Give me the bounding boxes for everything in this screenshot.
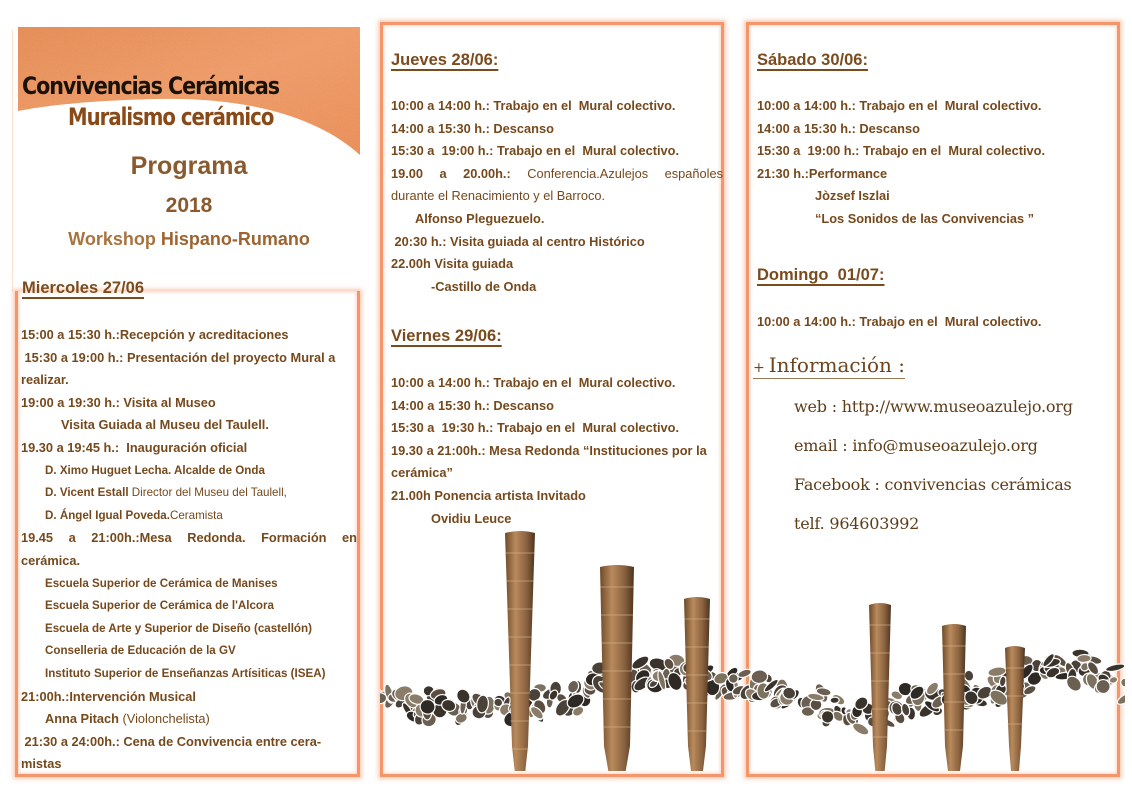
stone-shape <box>1124 661 1125 684</box>
schedule-item-detail: Director del Museu del Taulell, <box>128 486 287 500</box>
schedule-item <box>757 208 1107 231</box>
schedule-friday <box>391 372 723 530</box>
schedule-item <box>757 311 1107 334</box>
schedule-item <box>391 508 723 531</box>
schedule-item <box>757 163 1107 186</box>
schedule-item-text: D. Ximo Huguet Lecha. Alcalde de Onda <box>45 463 265 477</box>
schedule-item-text: 19.30 a 19:45 h.: Inauguración oficial <box>21 439 248 455</box>
schedule-item <box>21 753 357 776</box>
header-banner <box>18 27 360 155</box>
workshop-name: Hispano-Rumano <box>160 229 310 249</box>
schedule-item <box>21 595 357 618</box>
schedule-item <box>391 163 723 186</box>
schedule-item-text: mistas <box>21 756 62 772</box>
schedule-item-text: 10:00 a 14:00 h.: Trabajo en el Mural colectivo. <box>391 98 676 113</box>
schedule-item <box>391 208 723 231</box>
schedule-item-text: 21.00h Ponencia artista Invitado <box>391 487 586 503</box>
schedule-item-text: 10:00 a 14:00 h.: Trabajo en el Mural colectivo. <box>757 98 1042 113</box>
schedule-item-text: Conselleria de Educación de la GV <box>45 644 236 658</box>
schedule-item-text: cerámica” <box>391 465 453 481</box>
schedule-item-text: 15:30 a 19:00 h.: Presentación del proyecto Mural a <box>21 349 336 365</box>
brand-subtitle: Muralismo cerámico <box>68 103 274 131</box>
schedule-item <box>391 253 723 276</box>
workshop-prefix: Workshop <box>68 229 161 249</box>
schedule-item-text: -Castillo de Onda <box>431 278 537 294</box>
schedule-thursday <box>391 95 723 298</box>
stone-shape <box>724 665 740 681</box>
schedule-item <box>391 372 723 395</box>
schedule-item-text: 15:30 a 19:30 h.: Trabajo en el Mural colectivo. <box>391 420 680 436</box>
brand-title: Convivencias Cerámicas <box>22 72 279 100</box>
schedule-item <box>21 640 357 663</box>
schedule-item-text: 20:30 h.: Visita guiada al centro Histórico <box>391 233 645 249</box>
stone-shape <box>1120 678 1125 688</box>
schedule-item <box>391 185 723 208</box>
schedule-item-text: 19.00 a 20.00h.: <box>391 165 511 181</box>
schedule-item-text: Escuela Superior de Cerámica de Manises <box>45 576 278 590</box>
schedule-item <box>391 140 723 163</box>
programa-title: Programa <box>130 152 248 180</box>
plus-icon: + <box>753 360 765 376</box>
schedule-wednesday <box>21 324 357 776</box>
schedule-item-text: Jòzsef Iszlai <box>815 188 890 204</box>
schedule-item-text: 22.00h Visita guiada <box>391 256 514 272</box>
info-heading-text: Información : <box>768 353 906 377</box>
schedule-item <box>757 95 1107 118</box>
schedule-item-text: 14:00 a 15:30 h.: Descanso <box>757 120 920 136</box>
day-heading-friday: Viernes 29/06: <box>391 327 502 345</box>
schedule-item-text: 21:00h.:Intervención Musical <box>21 688 196 704</box>
schedule-item <box>21 347 357 370</box>
stone-shape <box>727 672 740 685</box>
schedule-item <box>21 731 357 754</box>
schedule-item-text: Alfonso Pleguezuelo. <box>415 210 545 226</box>
schedule-item-text: cerámica. <box>21 552 81 568</box>
schedule-item-detail: (Violonchelista) <box>118 711 210 727</box>
schedule-item-text: 19:00 a 19:30 h.: Visita al Museo <box>21 394 216 410</box>
schedule-item <box>21 460 357 483</box>
stone-shape <box>731 678 739 698</box>
schedule-item-text: 19.30 a 21:00h.: Mesa Redonda “Instituciones por la <box>391 442 707 458</box>
schedule-sunday <box>757 311 1107 334</box>
stone-shape <box>722 690 741 701</box>
schedule-item-text: Instituto Superior de Enseñanzas Artísiticas (ISEA) <box>45 666 326 680</box>
schedule-item-text: Visita Guiada al Museu del Taulell. <box>61 417 269 433</box>
schedule-item-text: 19.45 a 21:00h.:Mesa Redonda. Formación en <box>21 530 357 546</box>
schedule-item <box>391 485 723 508</box>
day-heading-saturday: Sábado 30/06: <box>757 51 868 69</box>
schedule-item-text: 14:00 a 15:30 h.: Descanso <box>391 120 554 136</box>
day-heading-thursday: Jueves 28/06: <box>391 51 499 69</box>
schedule-item-text: 15:30 a 19:00 h.: Trabajo en el Mural colectivo. <box>391 143 680 159</box>
schedule-item-text: realizar. <box>21 372 69 388</box>
schedule-item-text: 21:30 a 24:00h.: Cena de Convivencia entre cera- <box>21 733 322 749</box>
programa-workshop <box>18 229 360 250</box>
stone-shape <box>731 680 740 694</box>
schedule-item <box>757 118 1107 141</box>
panel-left-edge-line <box>12 30 13 292</box>
schedule-item-text: 21:30 h.:Performance <box>757 165 888 181</box>
schedule-item-text: Escuela de Arte y Superior de Diseño (castellón) <box>45 621 312 635</box>
schedule-item <box>21 573 357 596</box>
schedule-item <box>391 276 723 299</box>
schedule-item <box>391 462 723 485</box>
schedule-item-text: Escuela Superior de Cerámica de l'Alcora <box>45 599 274 613</box>
info-web-link[interactable]: web : http://www.museoazulejo.org <box>794 397 1073 416</box>
schedule-item-text: 15:00 a 15:30 h.:Recepción y acreditaciones <box>21 327 289 342</box>
schedule-item <box>21 663 357 686</box>
day-heading-wednesday: Miercoles 27/06 <box>22 279 144 297</box>
info-phone: telf. 964603992 <box>794 514 920 533</box>
schedule-item-text: 14:00 a 15:30 h.: Descanso <box>391 397 554 413</box>
stone-shape <box>732 669 746 683</box>
schedule-item <box>21 550 357 573</box>
schedule-item <box>757 185 1107 208</box>
info-email-link[interactable]: email : info@museoazulejo.org <box>794 436 1038 455</box>
schedule-item-text: 10:00 a 14:00 h.: Trabajo en el Mural colectivo. <box>391 375 676 390</box>
schedule-item <box>391 417 723 440</box>
schedule-saturday <box>757 95 1107 231</box>
schedule-item <box>21 708 357 731</box>
stone-shape <box>725 687 738 700</box>
programa-year: 2018 <box>165 194 213 217</box>
schedule-item <box>391 231 723 254</box>
schedule-item <box>21 527 357 550</box>
schedule-item <box>21 437 357 460</box>
schedule-item <box>391 95 723 118</box>
schedule-item <box>21 369 357 392</box>
schedule-item-text: D. Ángel Igual Poveda. <box>45 508 170 522</box>
schedule-item <box>757 140 1107 163</box>
schedule-item <box>21 482 357 505</box>
schedule-item <box>21 324 357 347</box>
schedule-item-detail: Ceramista <box>169 508 223 522</box>
schedule-item-text: Anna Pitach <box>45 711 119 727</box>
schedule-item <box>391 118 723 141</box>
stone-shape <box>724 677 736 692</box>
schedule-item <box>391 440 723 463</box>
schedule-item <box>21 392 357 415</box>
info-heading <box>753 353 905 379</box>
schedule-item <box>21 414 357 437</box>
schedule-item <box>21 505 357 528</box>
info-facebook[interactable]: Facebook : convivencias cerámicas <box>794 475 1072 494</box>
schedule-item-text: 10:00 a 14:00 h.: Trabajo en el Mural colectivo. <box>757 314 1042 329</box>
schedule-item <box>21 618 357 641</box>
schedule-item-detail: Conferencia.Azulejos españoles <box>510 165 723 181</box>
schedule-item-text: “Los Sonidos de las Convivencias ” <box>815 210 1035 226</box>
day-heading-sunday: Domingo 01/07: <box>757 266 885 284</box>
schedule-item <box>391 395 723 418</box>
schedule-item-text: 15:30 a 19:00 h.: Trabajo en el Mural colectivo. <box>757 143 1046 159</box>
stone-shape <box>731 684 747 697</box>
schedule-item-text: D. Vicent Estall <box>45 486 129 500</box>
schedule-item-text: Ovidiu Leuce <box>431 510 512 526</box>
schedule-item-detail: durante el Renacimiento y el Barroco. <box>391 188 606 204</box>
schedule-item <box>21 686 357 709</box>
